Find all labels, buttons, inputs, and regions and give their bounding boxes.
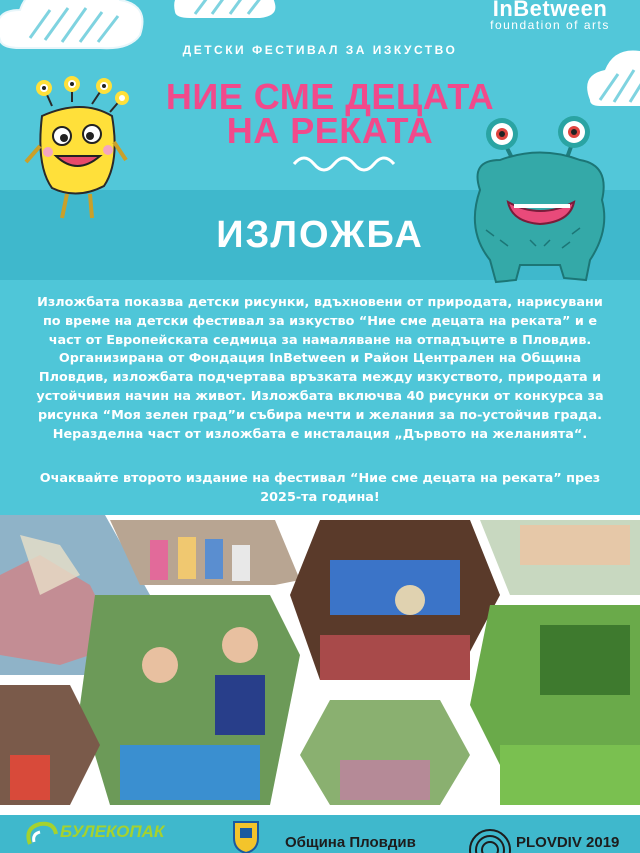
squiggle-icon: [290, 150, 410, 172]
section-title: ИЗЛОЖБА: [216, 214, 424, 256]
sponsor-plovdiv-2019: PLOVDIV 2019: [516, 834, 620, 851]
collage-photos: [0, 515, 640, 815]
cloud-icon: [0, 0, 150, 60]
sponsor-bulekopak: БУЛЕКОПАК: [60, 822, 165, 841]
cloud-icon: [580, 40, 640, 110]
description-line: по време на детски фестивал за изкуство “Ние сме децата на реката” и е: [42, 313, 598, 329]
announcement: [34, 470, 606, 508]
description-line: Неразделна част от изложбата е инсталация „Дървото на желанията“.: [52, 426, 588, 442]
photo-collage: [0, 515, 640, 815]
description-line: рисунка “Моя зелен град”и събира мечти и желания за по-устойчив града.: [37, 407, 603, 423]
title-line-1: НИЕ СМЕ ДЕЦАТА: [165, 76, 495, 117]
cloud-icon: [170, 0, 280, 22]
plovdiv-2019-logo-icon: [468, 820, 512, 853]
yellow-monster-icon: [22, 76, 132, 226]
brand-logo: [460, 0, 640, 32]
description-line: част от Европейската седмица за намаляване на отпадъците в Пловдив.: [48, 332, 592, 348]
description: [34, 294, 606, 444]
teal-monster-icon: [460, 110, 620, 295]
description-line: Пловдив, изложбата подчертава връзката между изкуството, природата и: [38, 370, 602, 386]
festival-label: ДЕТСКИ ФЕСТИВАЛ ЗА ИЗКУСТВО: [182, 43, 458, 57]
bulekopak-logo-icon: [24, 820, 58, 850]
title-line-2: НА РЕКАТА: [226, 110, 434, 151]
description-line: устойчивия начин на живот. Изложбата включва 40 рисунки от конкурса за: [36, 388, 604, 404]
sponsor-plovdiv: Община Пловдив: [285, 834, 416, 851]
plovdiv-coat-of-arms-icon: [232, 820, 260, 853]
description-line: Организирана от Фондация InBetween и Район Централен на Община: [58, 351, 582, 367]
brand-subtitle: foundation of arts: [490, 18, 610, 32]
announcement-line: Очаквайте второто издание на фестивал “Ние сме децата на реката” през: [39, 471, 601, 486]
announcement-line: 2025-та година!: [260, 489, 380, 505]
brand-name: InBetween: [492, 0, 608, 21]
description-line: Изложбата показва детски рисунки, вдъхновени от природата, нарисувани: [37, 295, 603, 310]
